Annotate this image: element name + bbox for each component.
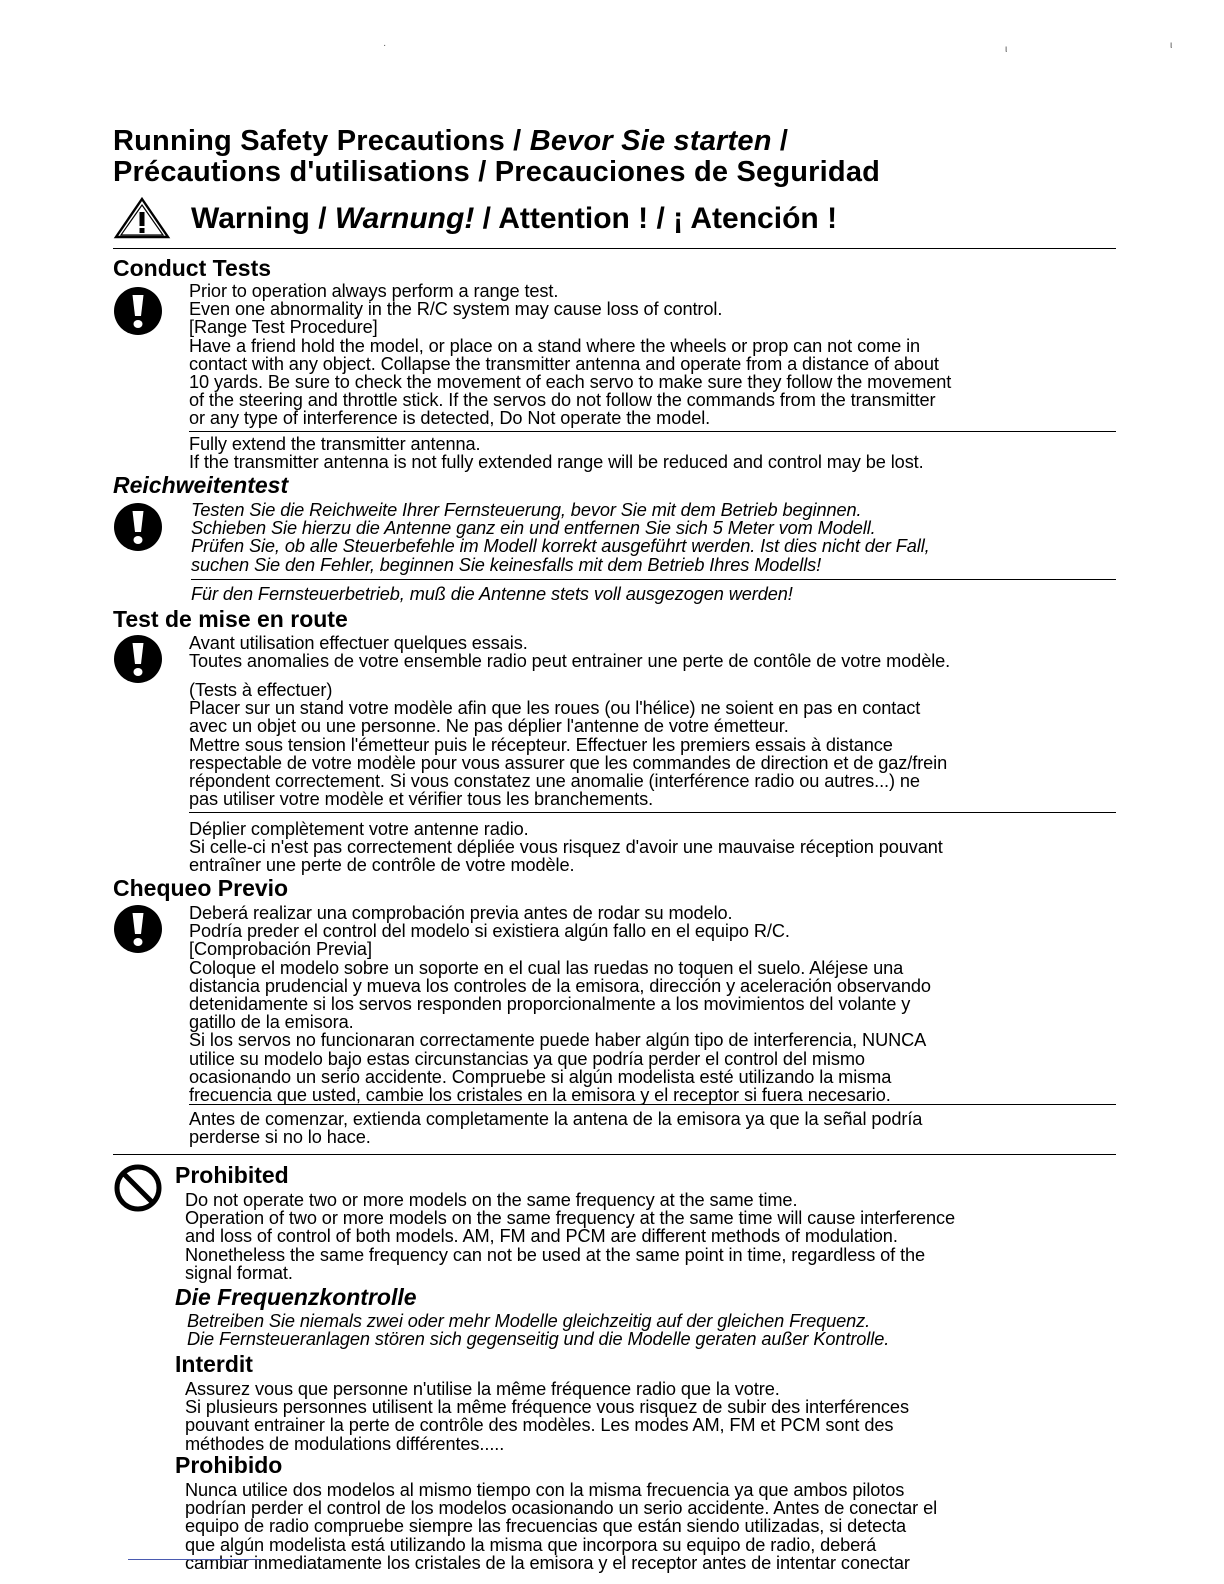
text-line: pouvant entrainer la perte de contrôle des modèles. Les modes AM, FM et PCM sont des [185,1415,894,1436]
text-line: Have a friend hold the model, or place on a stand where the wheels or prop can not come in [189,335,921,356]
exclamation-icon [113,286,163,336]
section-heading-chequeo-previo: Chequeo Previo [113,875,289,901]
text-line: pas utiliser votre modèle et vérifier tous les branchements. [189,789,654,810]
section-heading-prohibido: Prohibido [175,1452,283,1478]
text-line: cambiar inmediatamente los cristales de la emisora y el receptor antes de intentar conectar [185,1552,910,1573]
text-line: Nonetheless the same frequency can not be used at the same point in time, regardless of the [185,1244,926,1265]
exclamation-icon [113,904,163,954]
text-line: avec un objet ou une personne. Ne pas déplier l'antenne de votre émetteur. [189,716,789,737]
text-line: Deberá realizar una comprobación previa antes de rodar su modelo. [189,903,733,923]
scan-speck: ι [1005,44,1008,55]
text-line: If the transmitter antenna is not fully extended range will be reduced and control may be lost. [189,452,924,473]
section-heading-test-de-mise-en-route: Test de mise en route [113,606,348,632]
text-line: distancia prudencial y mueva los controles de la emisora, dirección y aceleración observando [189,975,931,996]
text-line: respectable de votre modèle pour vous assurer que les commandes de direction et de gaz/frein [189,752,948,773]
text-line: Mettre sous tension l'émetteur puis le récepteur. Effectuer les premiers essais à distance [189,734,893,755]
text-line: Si plusieurs personnes utilisent la même fréquence vous risquez de subir des interférences [185,1397,909,1418]
page-title-line-1 [113,125,788,157]
text-line: Schieben Sie hierzu die Antenne ganz ein und entfernen Sie sich 5 Meter vom Modell. [191,518,876,539]
frequenzkontrolle-text [187,1312,889,1348]
title-separator: / [771,125,789,157]
warning-triangle-icon [113,196,171,240]
text-line: répondent correctement. Si vous constatez une anomalie (interférence radio ou autres...) ne [189,770,920,791]
exclamation-icon [113,634,163,684]
text-line: Toutes anomalies de votre ensemble radio peut entrainer une perte de contôle de votre modèle. [189,651,951,672]
text-line: Si celle-ci n'est pas correctement dépliée vous risquez d'avoir une mauvaise réception pouvant [189,837,943,858]
text-line: Nunca utilice dos modelos al mismo tiempo con la misma frecuencia ya que ambos pilotos [185,1480,905,1500]
text-line: Déplier complètement votre antenne radio. [189,819,529,839]
test-mise-en-route-text [189,634,950,670]
text-line: detenidamente si los servos responden proporcionalmente a los movimientos del volante y [189,993,911,1014]
reichweitentest-note [191,585,793,603]
text-line: Podría preder el control del modelo si existiera algún fallo en el equipo R/C. [189,921,790,942]
text-line: gatillo de la emisora. [189,1012,354,1033]
scan-speck: · [383,40,387,51]
section-heading-conduct-tests: Conduct Tests [113,255,272,281]
prohibited-icon [113,1163,163,1213]
text-line: (Tests à effectuer) [189,680,333,700]
text-line: equipo de radio compruebe siempre las frecuencias que están siendo utilizadas, si detecta [185,1516,907,1537]
prohibited-text [185,1191,955,1282]
section-heading-reichweitentest: Reichweitentest [113,472,289,498]
text-line: Testen Sie die Reichweite Ihrer Fernsteuerung, bevor Sie mit dem Betrieb beginnen. [191,500,862,520]
text-line: Prüfen Sie, ob alle Steuerbefehle im Modell korrekt ausgeführt werden. Ist dies nicht der Fall, [191,536,930,557]
section-heading-prohibited: Prohibited [175,1162,289,1188]
text-line: utilice su modelo bajo estas circunstancias ya que podría perder el control del mismo [189,1048,865,1069]
divider [113,248,1116,249]
chequeo-previo-text [189,904,931,1104]
chequeo-previo-note [189,1110,922,1146]
reichweitentest-text [191,501,930,574]
divider [189,1104,1116,1105]
text-line: of the steering and throttle stick. If the servos do not follow the commands from the transmitter [189,390,936,411]
text-line: Für den Fernsteuerbetrieb, muß die Antenne stets voll ausgezogen werden! [191,584,793,604]
divider [191,579,1116,580]
text-line: Si los servos no funcionaran correctamente puede haber algún tipo de interferencia, NUNCA [189,1030,927,1051]
title-english: Running Safety Precautions / [113,125,530,157]
text-line: suchen Sie den Fehler, beginnen Sie keinesfalls mit dem Betrieb Ihres Modells! [191,554,822,575]
exclamation-icon [113,502,163,552]
interdit-text [185,1380,909,1453]
title-german: Bevor Sie starten [529,125,772,157]
warning-heading [191,202,837,236]
warning-german: Warnung! [334,202,475,235]
text-line: Die Fernsteueranlagen stören sich gegenseitig und die Modelle geraten außer Kontrolle. [187,1329,890,1350]
text-line: [Comprobación Previa] [189,939,372,960]
text-line: contact with any object. Collapse the transmitter antenna and operate from a distance of about [189,353,939,374]
text-line: Prior to operation always perform a range test. [189,281,559,301]
text-line: Fully extend the transmitter antenna. [189,434,481,454]
text-line: signal format. [185,1262,293,1283]
conduct-tests-note [189,435,924,471]
text-line: Placer sur un stand votre modèle afin que les roues (ou l'hélice) ne soient en pas en contact [189,698,921,719]
text-line: [Range Test Procedure] [189,317,378,338]
text-line: or any type of interference is detected, Do Not operate the model. [189,408,711,429]
scan-speck: ι [1170,40,1173,51]
text-line: Assurez vous que personne n'utilise la même fréquence radio que la votre. [185,1379,780,1399]
divider [189,431,1116,432]
text-line: Even one abnormality in the R/C system may cause loss of control. [189,299,723,320]
text-line: que algún modelista está utilizando la misma que incorpora su equipo de radio, deberá [185,1534,877,1555]
text-line: perderse si no lo hace. [189,1127,371,1148]
prohibido-text [185,1481,937,1572]
text-line: Antes de comenzar, extienda completamente la antena de la emisora ya que la señal podría [189,1109,923,1129]
text-line: Avant utilisation effectuer quelques essais. [189,633,528,653]
conduct-tests-text [189,282,951,428]
section-heading-interdit: Interdit [175,1351,253,1377]
text-line: podrían perder el control de los modelos ocasionando un serio accidente. Antes de conectar el [185,1498,938,1519]
divider [113,1154,1116,1155]
page-title-line-2: Précautions d'utilisations / Precauciones de Seguridad [113,156,881,188]
test-mise-en-route-procedure [189,681,947,808]
text-line: Betreiben Sie niemals zwei oder mehr Modelle gleichzeitig auf der gleichen Frequenz. [187,1311,871,1331]
text-line: Operation of two or more models on the same frequency at the same time will cause interference [185,1208,956,1229]
text-line: Coloque el modelo sobre un soporte en el cual las ruedas no toquen el suelo. Aléjese una [189,957,904,978]
section-heading-frequenzkontrolle: Die Frequenzkontrolle [175,1284,417,1310]
text-line: entraîner une perte de contrôle de votre modèle. [189,855,575,876]
divider [189,812,1116,813]
warning-other-languages: / Attention ! / ¡ Atención ! [474,202,838,235]
stray-pen-mark [128,1559,260,1560]
text-line: Do not operate two or more models on the same frequency at the same time. [185,1190,798,1210]
warning-english: Warning / [191,202,335,235]
text-line: ocasionando un serio accidente. Compruebe si algún modelista esté utilizando la misma [189,1066,892,1087]
text-line: 10 yards. Be sure to check the movement of each servo to make sure they follow the movement [189,371,952,392]
text-line: frecuencia que usted, cambie los cristales en la emisora y el receptor si fuera necesario. [189,1084,891,1105]
text-line: méthodes de modulations différentes..... [185,1433,505,1454]
text-line: and loss of control of both models. AM, FM and PCM are different methods of modulation. [185,1226,898,1247]
test-mise-en-route-note [189,820,943,875]
